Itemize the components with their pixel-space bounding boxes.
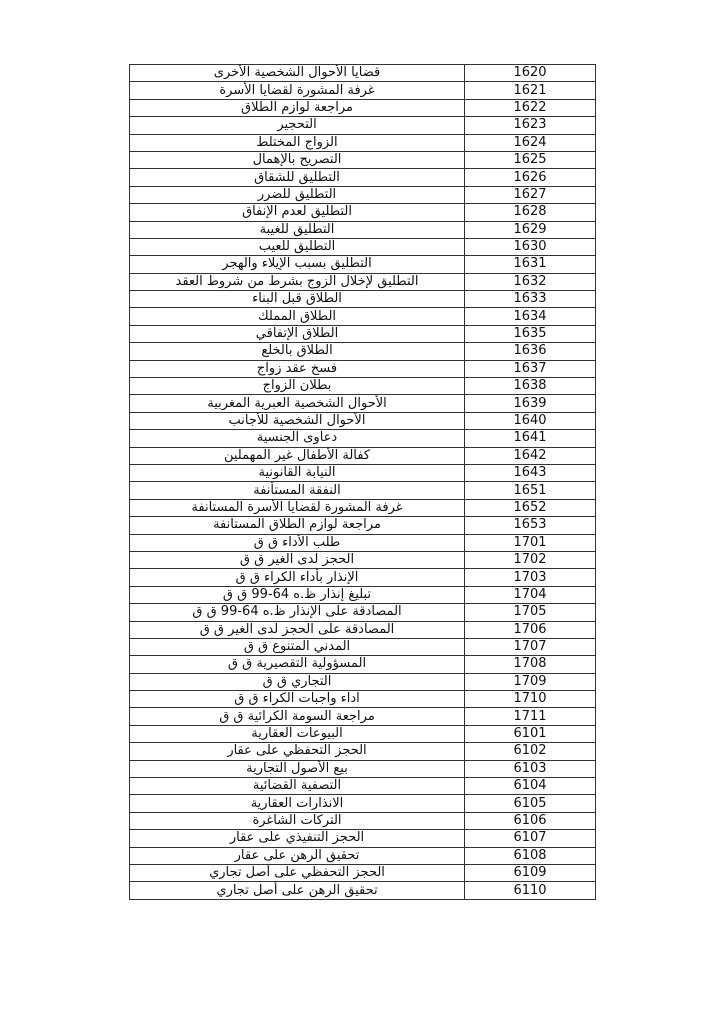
table-row (130, 830, 596, 847)
table-row (130, 551, 596, 568)
case-type-cell: الطلاق المملك (130, 308, 465, 325)
case-code-cell: 1652 (465, 499, 596, 516)
case-code-cell: 1621 (465, 82, 596, 99)
case-code-cell: 1626 (465, 169, 596, 186)
case-code-cell: 1628 (465, 204, 596, 221)
case-code-cell: 1638 (465, 378, 596, 395)
case-type-cell: المدني المتنوع ق ق (130, 638, 465, 655)
case-type-cell: مراجعة السومة الكرائية ق ق (130, 708, 465, 725)
case-code-cell: 1633 (465, 291, 596, 308)
table-row (130, 464, 596, 481)
case-type-cell: تحقيق الرهن على عقار (130, 847, 465, 864)
case-type-cell: كفالة الأطفال غير المهملين (130, 447, 465, 464)
case-type-cell: الانذارات العقارية (130, 795, 465, 812)
table-row (130, 621, 596, 638)
case-code-cell: 1651 (465, 482, 596, 499)
case-code-cell: 1639 (465, 395, 596, 412)
case-code-cell: 1711 (465, 708, 596, 725)
case-code-cell: 1629 (465, 221, 596, 238)
case-type-cell: مراجعة لوازم الطلاق (130, 99, 465, 116)
case-code-cell: 1703 (465, 569, 596, 586)
case-type-cell: الطلاق الإتفاقي (130, 325, 465, 342)
table-row (130, 221, 596, 238)
case-code-cell: 6101 (465, 725, 596, 742)
case-type-cell: اداء واجبات الكراء ق ق (130, 691, 465, 708)
table-row (130, 847, 596, 864)
case-type-cell: التطليق بسبب الإيلاء والهجر (130, 256, 465, 273)
case-code-cell: 1634 (465, 308, 596, 325)
case-type-cell: الطلاق بالخلع (130, 343, 465, 360)
case-code-cell: 1620 (465, 65, 596, 82)
case-code-cell: 1624 (465, 134, 596, 151)
table-row (130, 482, 596, 499)
case-type-cell: النفقة المستأنفة (130, 482, 465, 499)
case-codes-table (129, 64, 596, 900)
table-row (130, 186, 596, 203)
case-code-cell: 1636 (465, 343, 596, 360)
case-type-cell: التطليق لعدم الإنفاق (130, 204, 465, 221)
case-code-cell: 1623 (465, 117, 596, 134)
table-row (130, 656, 596, 673)
case-type-cell: مراجعة لوازم الطلاق المستأنفة (130, 517, 465, 534)
table-row (130, 447, 596, 464)
table-row (130, 882, 596, 899)
table-row (130, 378, 596, 395)
case-type-cell: تبليغ إنذار ظ.ه 64-99 ق ق (130, 586, 465, 603)
case-type-cell: التطليق للشقاق (130, 169, 465, 186)
table-row (130, 586, 596, 603)
table-row (130, 273, 596, 290)
case-code-cell: 1622 (465, 99, 596, 116)
case-type-cell: البيوعات العقارية (130, 725, 465, 742)
table-row (130, 82, 596, 99)
table-row (130, 569, 596, 586)
table-row (130, 325, 596, 342)
table-row (130, 778, 596, 795)
table-row (130, 238, 596, 255)
case-code-cell: 1708 (465, 656, 596, 673)
case-type-cell: بيع الأصول التجارية (130, 760, 465, 777)
table-row (130, 395, 596, 412)
table-row (130, 604, 596, 621)
case-code-cell: 1625 (465, 151, 596, 168)
case-type-cell: المصادقة على الحجز لدى الغير ق ق (130, 621, 465, 638)
case-type-cell: غرفة المشورة لقضايا الأسرة (130, 82, 465, 99)
case-type-cell: التجاري ق ق (130, 673, 465, 690)
case-code-cell: 1635 (465, 325, 596, 342)
case-code-cell: 1632 (465, 273, 596, 290)
case-type-cell: الزواج المختلط (130, 134, 465, 151)
case-type-cell: تحقيق الرهن على أصل تجاري (130, 882, 465, 899)
table-row (130, 534, 596, 551)
case-type-cell: التطليق للعيب (130, 238, 465, 255)
table-row (130, 430, 596, 447)
case-type-cell: التحجير (130, 117, 465, 134)
case-code-cell: 6106 (465, 812, 596, 829)
case-code-cell: 6103 (465, 760, 596, 777)
case-type-cell: الطلاق قبل البناء (130, 291, 465, 308)
case-code-cell: 1704 (465, 586, 596, 603)
case-code-cell: 6110 (465, 882, 596, 899)
case-type-cell: فسخ عقد زواج (130, 360, 465, 377)
case-type-cell: الأحوال الشخصية للأجانب (130, 412, 465, 429)
table-row (130, 691, 596, 708)
case-type-cell: بطلان الزواج (130, 378, 465, 395)
case-type-cell: غرفة المشورة لقضايا الأسرة المستأنفة (130, 499, 465, 516)
case-type-cell: دعاوى الجنسية (130, 430, 465, 447)
table-row (130, 499, 596, 516)
case-code-cell: 1631 (465, 256, 596, 273)
case-type-cell: المصادقة على الإنذار ظ.ه 64-99 ق ق (130, 604, 465, 621)
table-row (130, 725, 596, 742)
case-code-cell: 6102 (465, 743, 596, 760)
table-row (130, 708, 596, 725)
table-row (130, 65, 596, 82)
case-type-cell: النيابة القانونية (130, 464, 465, 481)
case-code-cell: 1706 (465, 621, 596, 638)
case-type-cell: قضايا الأحوال الشخصية الأخرى (130, 65, 465, 82)
case-code-cell: 1707 (465, 638, 596, 655)
case-type-cell: التصريح بالإهمال (130, 151, 465, 168)
table-row (130, 169, 596, 186)
table-row (130, 291, 596, 308)
case-code-cell: 6104 (465, 778, 596, 795)
case-code-cell: 1705 (465, 604, 596, 621)
case-code-cell: 1640 (465, 412, 596, 429)
table-row (130, 673, 596, 690)
case-type-cell: الحجز التنفيذي على عقار (130, 830, 465, 847)
case-type-cell: الحجز التحفظي على عقار (130, 743, 465, 760)
case-code-cell: 1630 (465, 238, 596, 255)
case-type-cell: طلب الأداء ق ق (130, 534, 465, 551)
case-type-cell: التطليق للضرر (130, 186, 465, 203)
table-row (130, 864, 596, 881)
case-code-cell: 1653 (465, 517, 596, 534)
table-row (130, 343, 596, 360)
table-row (130, 812, 596, 829)
table-row (130, 412, 596, 429)
table-row (130, 117, 596, 134)
case-type-cell: التركات الشاغرة (130, 812, 465, 829)
case-code-cell: 6107 (465, 830, 596, 847)
table-row (130, 99, 596, 116)
case-code-cell: 6109 (465, 864, 596, 881)
table-row (130, 151, 596, 168)
table-row (130, 517, 596, 534)
table-row (130, 360, 596, 377)
table-row (130, 795, 596, 812)
case-type-cell: الأحوال الشخصية العبرية المغربية (130, 395, 465, 412)
case-code-cell: 6108 (465, 847, 596, 864)
case-code-cell: 1641 (465, 430, 596, 447)
case-type-cell: التصفية القضائية (130, 778, 465, 795)
table-body (130, 65, 596, 900)
case-code-cell: 1637 (465, 360, 596, 377)
table-row (130, 308, 596, 325)
case-code-cell: 1642 (465, 447, 596, 464)
table-row (130, 256, 596, 273)
case-code-cell: 1710 (465, 691, 596, 708)
table-row (130, 743, 596, 760)
table-row (130, 760, 596, 777)
case-type-cell: الحجز لدى الغير ق ق (130, 551, 465, 568)
table-row (130, 204, 596, 221)
case-code-cell: 1643 (465, 464, 596, 481)
case-code-cell: 1709 (465, 673, 596, 690)
case-type-cell: التطليق لإخلال الزوج بشرط من شروط العقد (130, 273, 465, 290)
case-code-cell: 6105 (465, 795, 596, 812)
case-code-cell: 1701 (465, 534, 596, 551)
case-type-cell: الإنذار بأداء الكراء ق ق (130, 569, 465, 586)
table-row (130, 638, 596, 655)
table-row (130, 134, 596, 151)
case-code-cell: 1702 (465, 551, 596, 568)
case-code-cell: 1627 (465, 186, 596, 203)
case-type-cell: الحجز التحفظي على أصل تجاري (130, 864, 465, 881)
case-type-cell: المسؤولية التقصيرية ق ق (130, 656, 465, 673)
case-type-cell: التطليق للغيبة (130, 221, 465, 238)
